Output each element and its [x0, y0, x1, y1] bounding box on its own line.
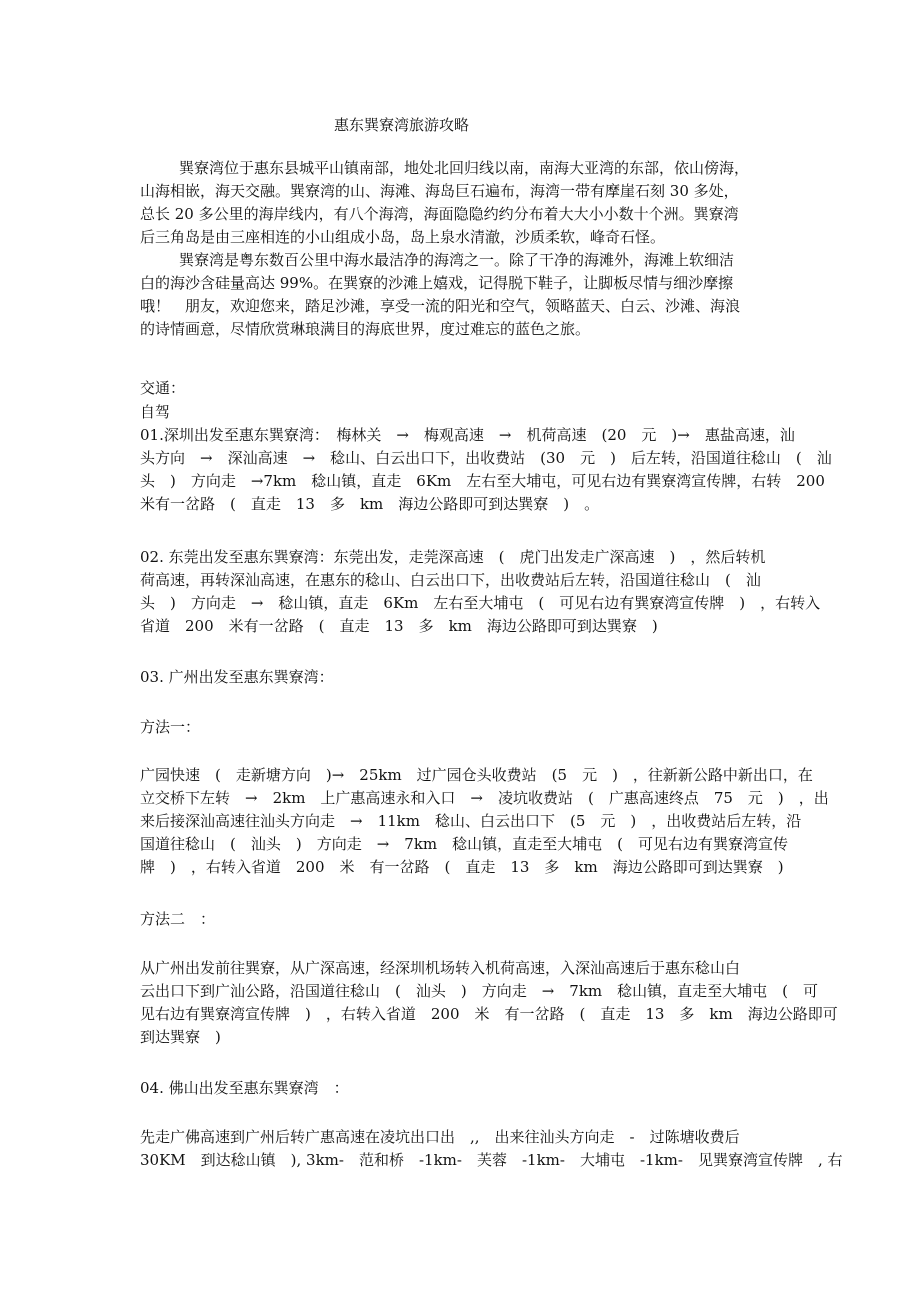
text-line: 国道往稔山 ( 汕头 ) 方向走 → 7km 稔山镇，直走至大埔屯 ( 可见右边有巽寮湾宣传: [140, 835, 788, 853]
route-01-paragraph: [140, 424, 832, 516]
self-drive-heading: 自驾: [140, 403, 171, 421]
text-line: 30KM 到达稔山镇 ), 3km- 范和桥 -1km- 芙蓉 -1km- 大埔屯 -1km- 见巽寮湾宣传牌 , 右: [140, 1151, 843, 1169]
method-2-heading: 方法二 ：: [140, 910, 216, 928]
text-line: 巽寮湾位于惠东县城平山镇南部，地处北回归线以南，南海大亚湾的东部，依山傍海，: [179, 159, 750, 177]
intro-paragraph-2: [140, 249, 812, 341]
text-line: 荷高速，再转深汕高速，在惠东的稔山、白云出口下，出收费站后左转，沿国道往稔山 ( 汕: [140, 571, 761, 589]
text-line: 头方向 → 深汕高速 → 稔山、白云出口下，出收费站 (30 元 ) 后左转，沿国道往稔山 ( 汕: [140, 449, 832, 467]
text-line: 山海相嵌，海天交融。巽寮湾的山、海滩、海岛巨石遍布，海湾一带有摩崖石刻 30 多处，: [140, 182, 739, 200]
intro-paragraph-1: [140, 157, 812, 249]
text-line: 总长 20 多公里的海岸线内，有八个海湾，海面隐隐约约分布着大大小小数十个洲。巽寮湾: [140, 205, 739, 223]
text-line: 头 ) 方向走 → 稔山镇，直走 6Km 左右至大埔屯 ( 可见右边有巽寮湾宣传牌 ) ，右转入: [140, 594, 821, 612]
text-line: 到达巽寮 ): [140, 1028, 221, 1046]
text-line: 02. 东莞出发至惠东巽寮湾：东莞出发，走莞深高速 ( 虎门出发走广深高速 ) ，然后转机: [140, 548, 766, 566]
route-03-heading: 03. 广州出发至惠东巽寮湾：: [140, 668, 334, 686]
method-1-paragraph: [140, 764, 829, 879]
route-04-paragraph: [140, 1126, 843, 1172]
route-02-paragraph: [140, 546, 821, 638]
text-line: 白的海沙含硅量高达 99%。在巽寮的沙滩上嬉戏，记得脱下鞋子，让脚板尽情与细沙摩擦: [140, 274, 734, 292]
document-title: 惠东巽寮湾旅游攻略: [334, 116, 470, 134]
text-line: 省道 200 米有一岔路 ( 直走 13 多 km 海边公路即可到达巽寮 ): [140, 617, 658, 635]
text-line: 见右边有巽寮湾宣传牌 ) ，右转入省道 200 米 有一岔路 ( 直走 13 多 km 海边公路即可: [140, 1005, 838, 1023]
text-line: 先走广佛高速到广州后转广惠高速在凌坑出口出 ,, 出来往汕头方向走 - 过陈塘收费后: [140, 1128, 740, 1146]
text-line: 从广州出发前往巽寮，从广深高速，经深圳机场转入机荷高速，入深汕高速后于惠东稔山白: [140, 959, 741, 977]
method-2-paragraph: [140, 957, 838, 1049]
text-line: 后三角岛是由三座相连的小山组成小岛，岛上泉水清澈，沙质柔软，峰奇石怪。: [140, 228, 666, 246]
route-04-heading: 04. 佛山出发至惠东巽寮湾 ：: [140, 1079, 349, 1097]
text-line: 来后接深汕高速往汕头方向走 → 11km 稔山、白云出口下 (5 元 ) ，出收费站后左转，沿: [140, 812, 802, 830]
text-line: 米有一岔路 ( 直走 13 多 km 海边公路即可到达巽寮 ) 。: [140, 495, 600, 513]
text-line: 的诗情画意，尽情欣赏琳琅满目的海底世界，度过难忘的蓝色之旅。: [140, 320, 591, 338]
text-line: 广园快速 ( 走新塘方向 )→ 25km 过广园仓头收费站 (5 元 ) ，往新新公路中新出口，在: [140, 766, 813, 784]
traffic-heading: 交通：: [140, 379, 186, 397]
text-line: 云出口下到广汕公路，沿国道往稔山 ( 汕头 ) 方向走 → 7km 稔山镇，直走至大埔屯 ( 可: [140, 982, 818, 1000]
text-line: 哦！ 朋友，欢迎您来，踏足沙滩，享受一流的阳光和空气，领略蓝天、白云、沙滩、海浪: [140, 297, 741, 315]
text-line: 头 ) 方向走 →7km 稔山镇，直走 6Km 左右至大埔屯，可见右边有巽寮湾宣传牌，右转 200: [140, 472, 825, 490]
text-line: 01.深圳出发至惠东巽寮湾： 梅林关 → 梅观高速 → 机荷高速 (20 元 )→ 惠盐高速，汕: [140, 426, 795, 444]
text-line: 立交桥下左转 → 2km 上广惠高速永和入口 → 凌坑收费站 ( 广惠高速终点 75 元 ) ，出: [140, 789, 829, 807]
text-line: 巽寮湾是粤东数百公里中海水最洁净的海湾之一。除了干净的海滩外，海滩上软细洁: [179, 251, 735, 269]
text-line: 牌 ) ，右转入省道 200 米 有一岔路 ( 直走 13 多 km 海边公路即可到达巽寮 ): [140, 858, 784, 876]
method-1-heading: 方法一：: [140, 718, 201, 736]
